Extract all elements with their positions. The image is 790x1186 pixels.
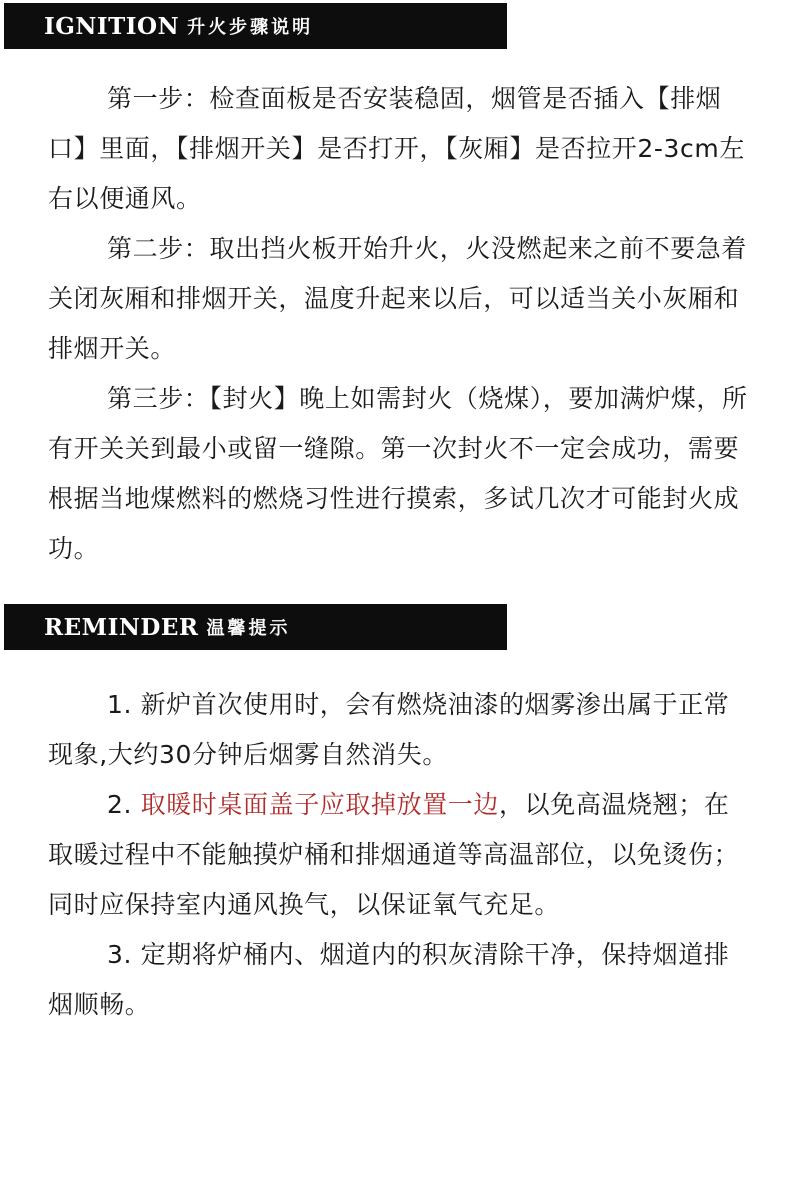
reminder-item-2-number: 2. [107, 790, 141, 819]
reminder-item-2-warning: 取暖时桌面盖子应取掉放置一边 [140, 790, 500, 819]
reminder-item-3: 3. 定期将炉桶内、烟道内的积灰清除干净，保持烟道排烟顺畅。 [48, 940, 730, 1019]
reminder-title-en: REMINDER [44, 613, 199, 641]
ignition-banner [4, 3, 507, 49]
ignition-step-3: 第三步：【封火】晚上如需封火（烧煤），要加满炉煤，所有开关关到最小或留一缝隙。第一次封火不一定会成功，需要根据当地煤燃料的燃烧习性进行摸索，多试几次才可能封火成功。 [48, 384, 748, 563]
ignition-step-2: 第二步：取出挡火板开始升火，火没燃起来之前不要急着关闭灰厢和排烟开关，温度升起来以后，可以适当关小灰厢和排烟开关。 [48, 234, 748, 363]
reminder-item-1: 1. 新炉首次使用时，会有燃烧油漆的烟雾渗出属于正常现象,大约30分钟后烟雾自然消失。 [48, 690, 730, 769]
reminder-item-2-text: ，以免高温烧翘；在取暖过程中不能触摸炉桶和排烟通道等高温部位，以免烫伤；同时应保持室内通风换气，以保证氧气充足。 [48, 790, 740, 919]
ignition-step-1: 第一步：检查面板是否安装稳固，烟管是否插入【排烟口】里面，【排烟开关】是否打开，【灰厢】是否拉开2-3cm左右以便通风。 [48, 84, 745, 213]
ignition-title-zh: 升火步骤说明 [187, 17, 314, 38]
reminder-item-2 [48, 780, 748, 930]
reminder-title-zh: 温馨提示 [206, 618, 291, 639]
reminder-banner [4, 604, 507, 650]
ignition-title-en: IGNITION [44, 12, 180, 40]
